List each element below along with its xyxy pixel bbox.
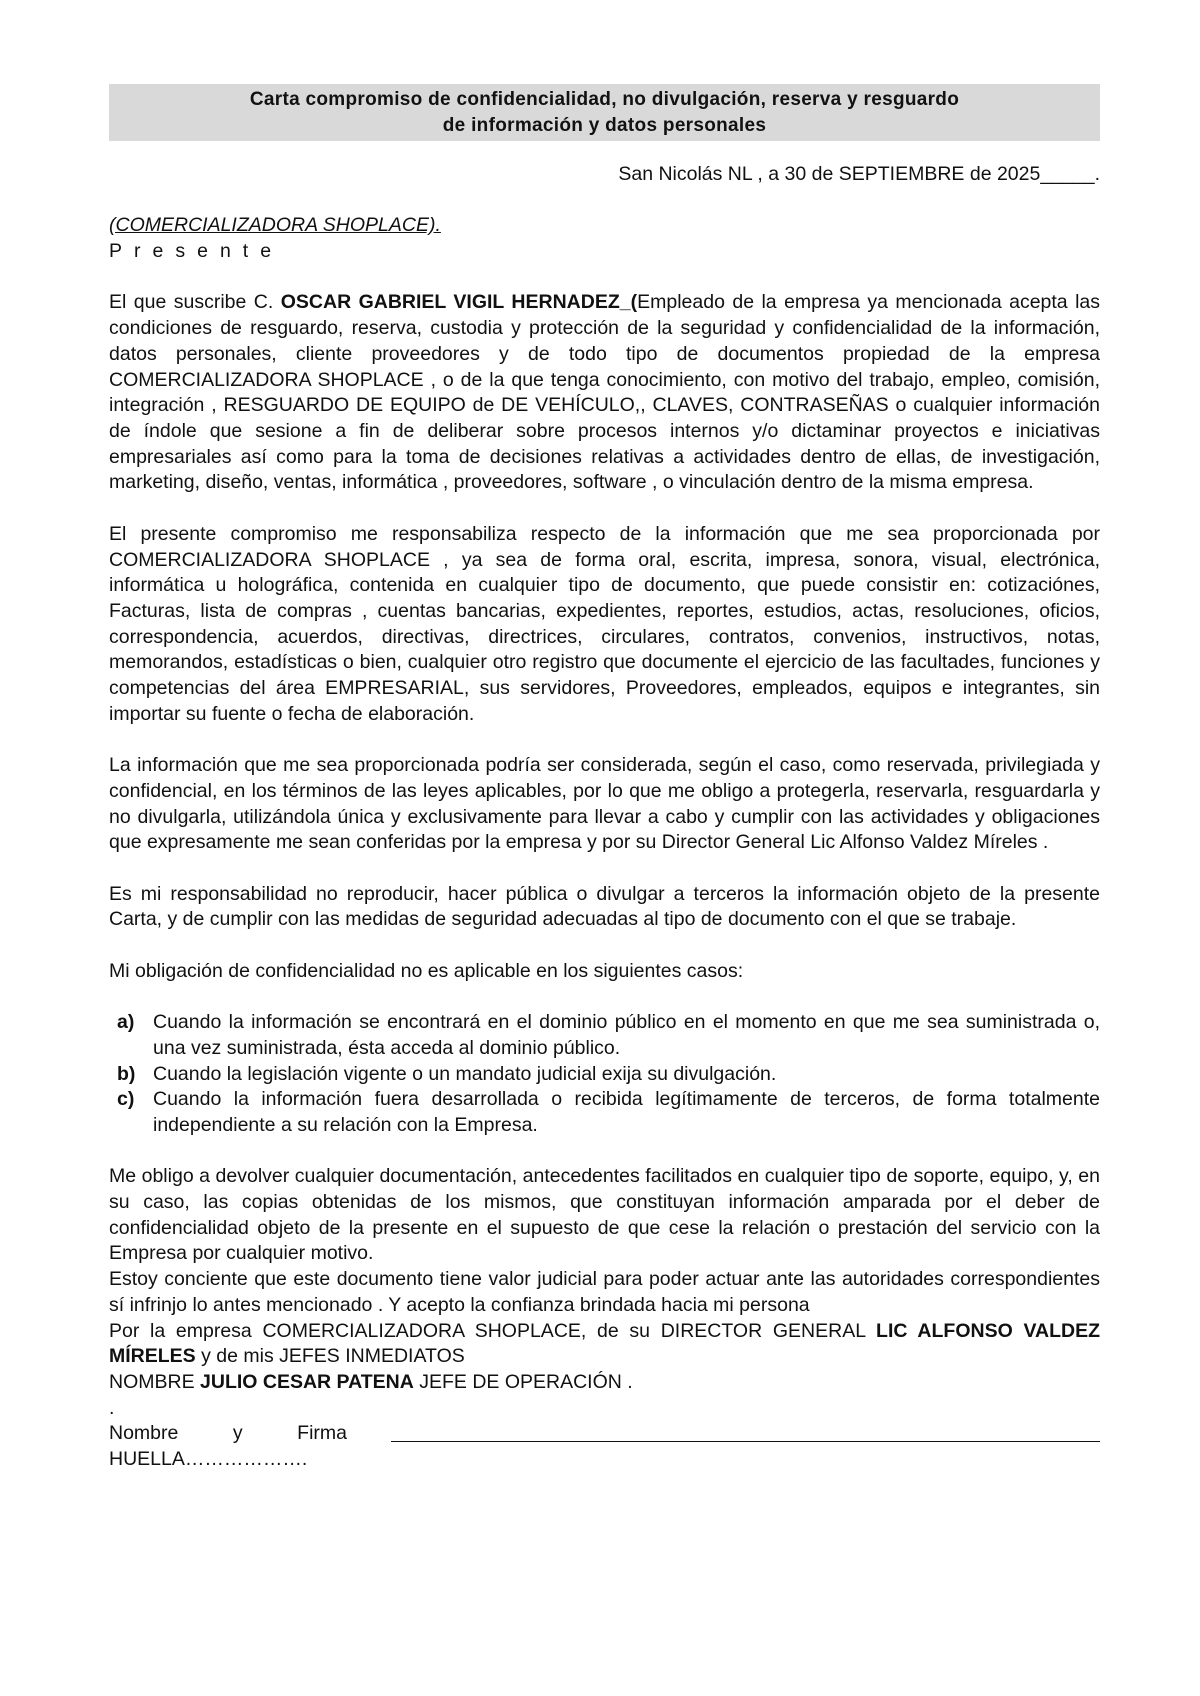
signature-row	[109, 1421, 1100, 1447]
title-line-2: de información y datos personales	[442, 115, 767, 136]
paragraph-2: El presente compromiso me responsabiliza respecto de la información que me sea proporcionada por COMERCIALIZADORA SHOPLACE , ya sea de forma oral, escrita, impresa, sonora, visual, electrónica, informática u holográfica, contenida en cualquier tipo de documento, que puede consistir en: cotizaciónes, Facturas, lista de compras , cuentas bancarias, expedientes, reportes, estudios, actas, resoluciones, oficios, correspondencia, acuerdos, directivas, directrices, circulares, contratos, convenios, instructivos, notas, memorandos, estadísticas o bien, cualquier otro registro que documente el ejercicio de las facultades, funciones y competencias del área EMPRESARIAL, sus servidores, Proveedores, empleados, equipos e integrantes, sin importar su fuente o fecha de elaboración.	[109, 522, 1100, 725]
dot-line: .	[109, 1396, 115, 1419]
date-line: San Nicolás NL , a 30 de SEPTIEMBRE de 2025_____.	[618, 163, 1100, 185]
paragraph-4: Es mi responsabilidad no reproducir, hacer pública o divulgar a terceros la información objeto de la presente Carta, y de cumplir con las medidas de seguridad adecuadas al tipo de documento con el que se trabaje.	[109, 882, 1100, 931]
signature-label	[109, 1421, 347, 1447]
p9-tail: JEFE DE OPERACIÓN .	[413, 1370, 633, 1393]
fingerprint-label: HUELLA……………….	[109, 1448, 308, 1471]
title-banner	[109, 84, 1100, 141]
paragraph-3: La información que me sea proporcionada podría ser considerada, según el caso, como reservada, privilegiada y confidencial, en los términos de las leyes aplicables, por lo que me obligo a protegerla, reservarla, resguardarla y no divulgarla, utilizándola única y exclusivamente para llevar a cabo y cumplir con las actividades y obligaciones que expresamente me sean conferidas por la empresa y por su Director General Lic Alfonso Valdez Míreles .	[109, 754, 1100, 854]
p8-intro: Por la empresa COMERCIALIZADORA SHOPLACE, de su DIRECTOR GENERAL	[109, 1319, 877, 1342]
list-item	[109, 1010, 1100, 1061]
exceptions-list	[109, 1010, 1100, 1139]
list-item-text: Cuando la legislación vigente o un mandato judicial exija su divulgación.	[153, 1062, 777, 1085]
director-name: LIC ALFONSO VALDEZ MÍRELES	[109, 1319, 1101, 1368]
list-item	[109, 1087, 1100, 1138]
letter-page	[109, 84, 1100, 1473]
list-item	[109, 1062, 1100, 1088]
list-marker: b)	[117, 1062, 136, 1085]
p8-tail: y de mis JEFES INMEDIATOS	[195, 1345, 465, 1368]
list-item-text: Cuando la información fuera desarrollada o recibida legítimamente de terceros, de forma totalmente independiente a su relación con la Empresa.	[153, 1088, 1100, 1136]
list-item-text: Cuando la información se encontrará en el dominio público en el momento en que me sea suministrada o, una vez suministrada, ésta acceda al dominio público.	[153, 1011, 1100, 1059]
signature-word-nombre: Nombre	[109, 1422, 179, 1445]
paragraph-1	[109, 290, 1100, 496]
employee-name: OSCAR GABRIEL VIGIL HERNADEZ_(	[280, 291, 638, 314]
paragraph-7: Estoy conciente que este documento tiene valor judicial para poder actuar ante las autoridades correspondientes sí infrinjo lo antes mencionado . Y acepto la confianza brindada hacia mi persona	[109, 1268, 1100, 1316]
list-marker: a)	[117, 1011, 135, 1034]
paragraph-9	[109, 1370, 1100, 1396]
signature-word-y: y	[232, 1422, 243, 1445]
addressee: (COMERCIALIZADORA SHOPLACE).	[109, 214, 441, 237]
paragraph-5: Mi obligación de confidencialidad no es aplicable en los siguientes casos:	[109, 959, 744, 982]
signature-line	[391, 1423, 1100, 1442]
paragraph-6: Me obligo a devolver cualquier documentación, antecedentes facilitados en cualquier tipo de soporte, equipo, y, en su caso, las copias obtenidas de los mismos, que constituyan información amparada por el deber de confidencialidad objeto de la presente en el supuesto de que cese la relación o prestación del servicio con la Empresa por cualquier motivo.	[109, 1165, 1100, 1265]
presente-line: Presente	[109, 240, 284, 263]
p9-intro: NOMBRE	[109, 1370, 201, 1393]
paragraph-8	[109, 1319, 1100, 1370]
p1-intro: El que suscribe C.	[109, 291, 281, 314]
supervisor-name: JULIO CESAR PATENA	[200, 1370, 414, 1393]
p1-body: Empleado de la empresa ya mencionada acepta las condiciones de resguardo, reserva, custodia y protección de la seguridad y confidencialidad de la información, datos personales, cliente proveedores y de todo tipo de documentos propiedad de la empresa COMERCIALIZADORA SHOPLACE , o de la que tenga conocimiento, con motivo del trabajo, empleo, comisión, integración , RESGUARDO DE EQUIPO de DE VEHÍCULO,, CLAVES, CONTRASEÑAS o cualquier información de índole que sesione a fin de deliberar sobre procesos internos y/o dictaminar proyectos e iniciativas empresariales así como para la toma de decisiones relativas a actividades dentro de ellas, de investigación, marketing, diseño, ventas, informática , proveedores, software , o vinculación dentro de la misma empresa.	[109, 291, 1101, 494]
list-marker: c)	[117, 1088, 135, 1111]
title-line-1: Carta compromiso de confidencialidad, no divulgación, reserva y resguardo	[249, 89, 960, 110]
signature-word-firma: Firma	[297, 1422, 347, 1445]
